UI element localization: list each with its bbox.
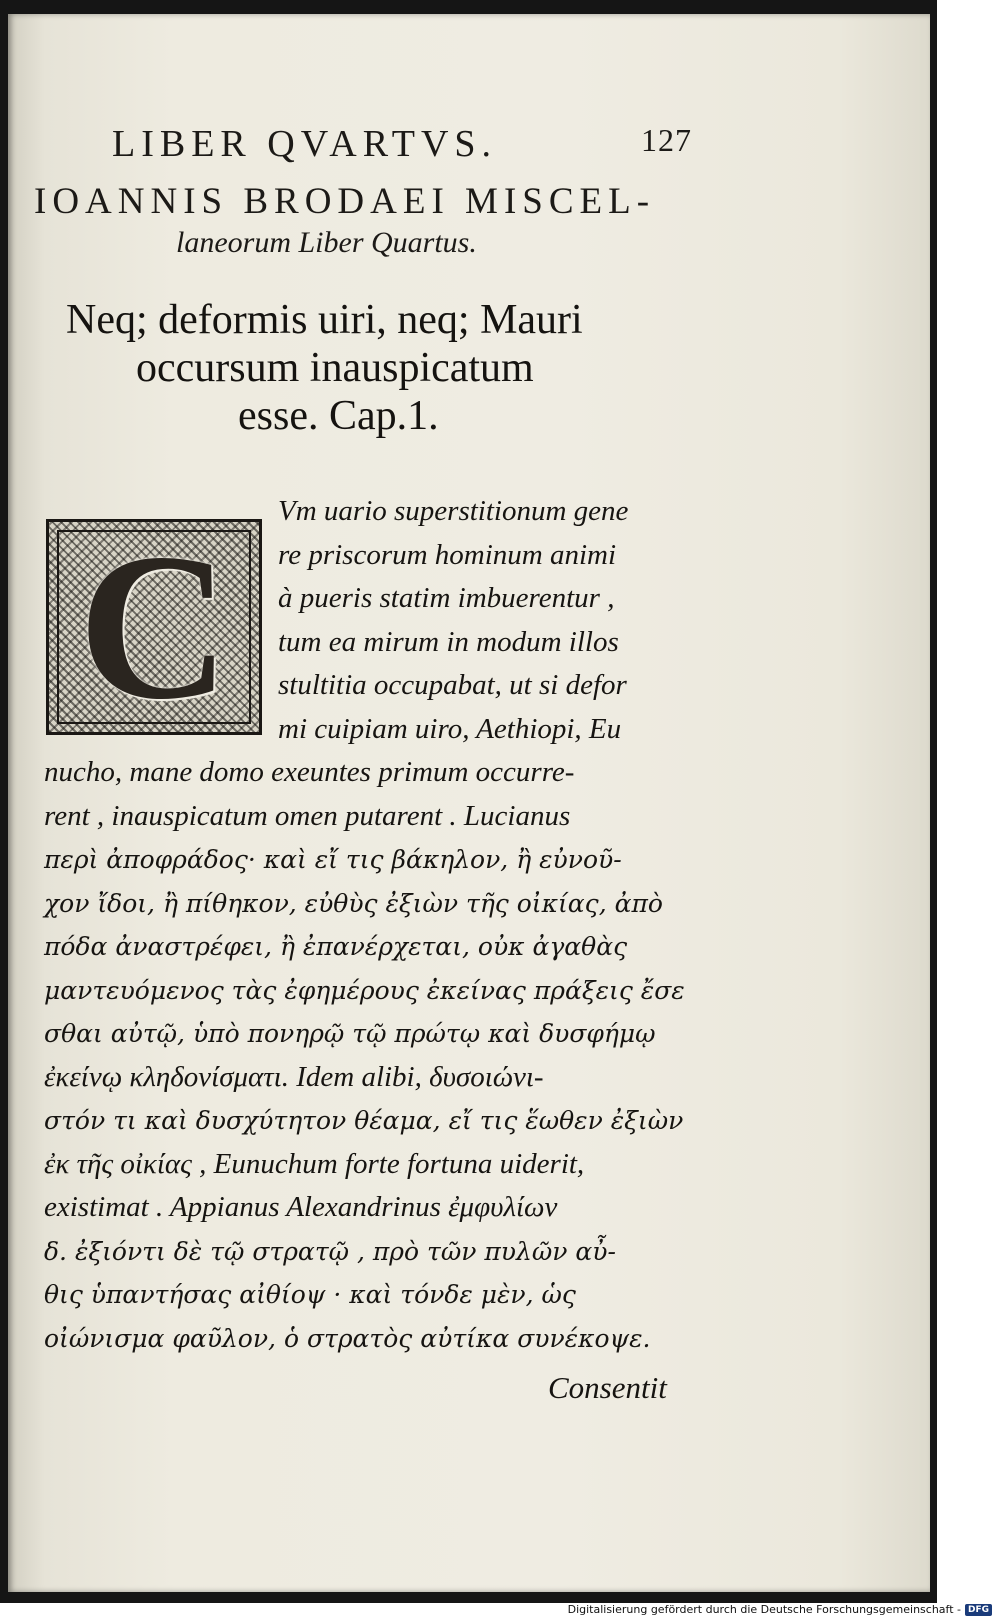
chapter-heading-line: Neq; deformis uiri, neq; Mauri [66,297,583,343]
dfg-logo: DFG [965,1604,992,1616]
text-line [44,1317,684,1361]
text-line-content: οἰώνισμα φαῦλον, ὁ στρατὸς αὐτίκα συνέκοψε. [44,1323,651,1353]
text-line-content: περὶ ἀποφράδος· καὶ εἴ τις βάκηλον, ἢ εὐνοῦ- [44,845,622,874]
text-line-content: δ. ἐξιόντι δὲ τῷ στρατῷ , πρὸ τῶν πυλῶν αὖ- [44,1236,616,1266]
text-line [44,1099,684,1143]
text-line [44,1273,684,1317]
text-line [44,1056,684,1100]
text-line-content: à pueris statim imbuerentur , [278,582,615,614]
text-line [44,534,684,578]
text-line-content: χον ἴδοι, ἢ πίθηκον, εὐθὺς ἐξιὼν τῆς οἰκίας, ἀπὸ [44,888,663,918]
text-line [44,1186,684,1230]
running-head-title: LIBER QVARTVS. [112,123,498,165]
folio-number: 127 [641,122,692,158]
text-line [44,925,684,969]
text-line [44,751,684,795]
text-line [44,490,684,534]
book-page [8,14,930,1592]
catchword: Consentit [548,1370,667,1405]
text-line-content: stultitia occupabat, ut si defor [278,669,627,701]
text-line [44,708,684,752]
text-line-content: θις ὑπαντήσας αἰθίοψ · καὶ τόνδε μὲν, ὡς [44,1280,576,1309]
digitization-credit [568,1603,992,1616]
text-line-content: Vm uario superstitionum gene [278,495,629,527]
text-line-content: πόδα ἀναστρέφει, ἢ ἐπανέρχεται, οὐκ ἀγαθὰς [44,932,628,961]
text-line-content: re priscorum hominum animi [278,538,617,571]
text-line-content: mi cuipiam uiro, Aethiopi, Eu [278,712,622,745]
initial-letter: C [78,511,230,743]
text-line-content: rent , inauspicatum omen putarent . Lucianus [44,799,571,832]
text-line [44,621,684,665]
text-line-content: ἐκείνῳ κληδονίσματι. Idem alibi, δυσοιώνι- [44,1060,544,1093]
text-line-content: tum ea mirum in modum illos [278,625,619,658]
text-line [44,1143,684,1187]
text-line [44,1012,684,1056]
text-line [44,795,684,839]
text-line [44,1230,684,1274]
book-title-line-1: IOANNIS BRODAEI MISCEL- [34,181,656,222]
text-line [44,838,684,882]
body-text [44,490,684,1360]
running-head [112,122,692,166]
text-line-content: ἐκ τῆς οἰκίας , Eunuchum forte fortuna uiderit, [44,1147,585,1180]
chapter-heading-line: occursum inauspicatum [136,345,534,391]
chapter-heading-line: esse. Cap.1. [238,393,439,439]
text-line [44,882,684,926]
text-line-content: μαντευόμενος τὰς ἐφημέρους ἐκείνας πράξεις ἔσε [44,975,685,1005]
chapter-heading [66,296,666,440]
text-line-content: στόν τι καὶ δυσχύτητον θέαμα, εἴ τις ἕωθεν ἐξιὼν [44,1106,684,1135]
text-line-content: nucho, mane domo exeuntes primum occurre- [44,756,575,788]
text-line [44,664,684,708]
credit-text: Digitalisierung gefördert durch die Deutsche Forschungsgemeinschaft - [567,1603,961,1616]
text-line-content: existimat . Appianus Alexandrinus ἐμφυλίων [44,1191,558,1223]
text-line [44,577,684,621]
text-line-content: σθαι αὐτῷ, ὑπὸ πονηρῷ τῷ πρώτῳ καὶ δυσφήμῳ [44,1019,656,1048]
book-title-line-2: laneorum Liber Quartus. [176,226,477,259]
text-line [44,969,684,1013]
